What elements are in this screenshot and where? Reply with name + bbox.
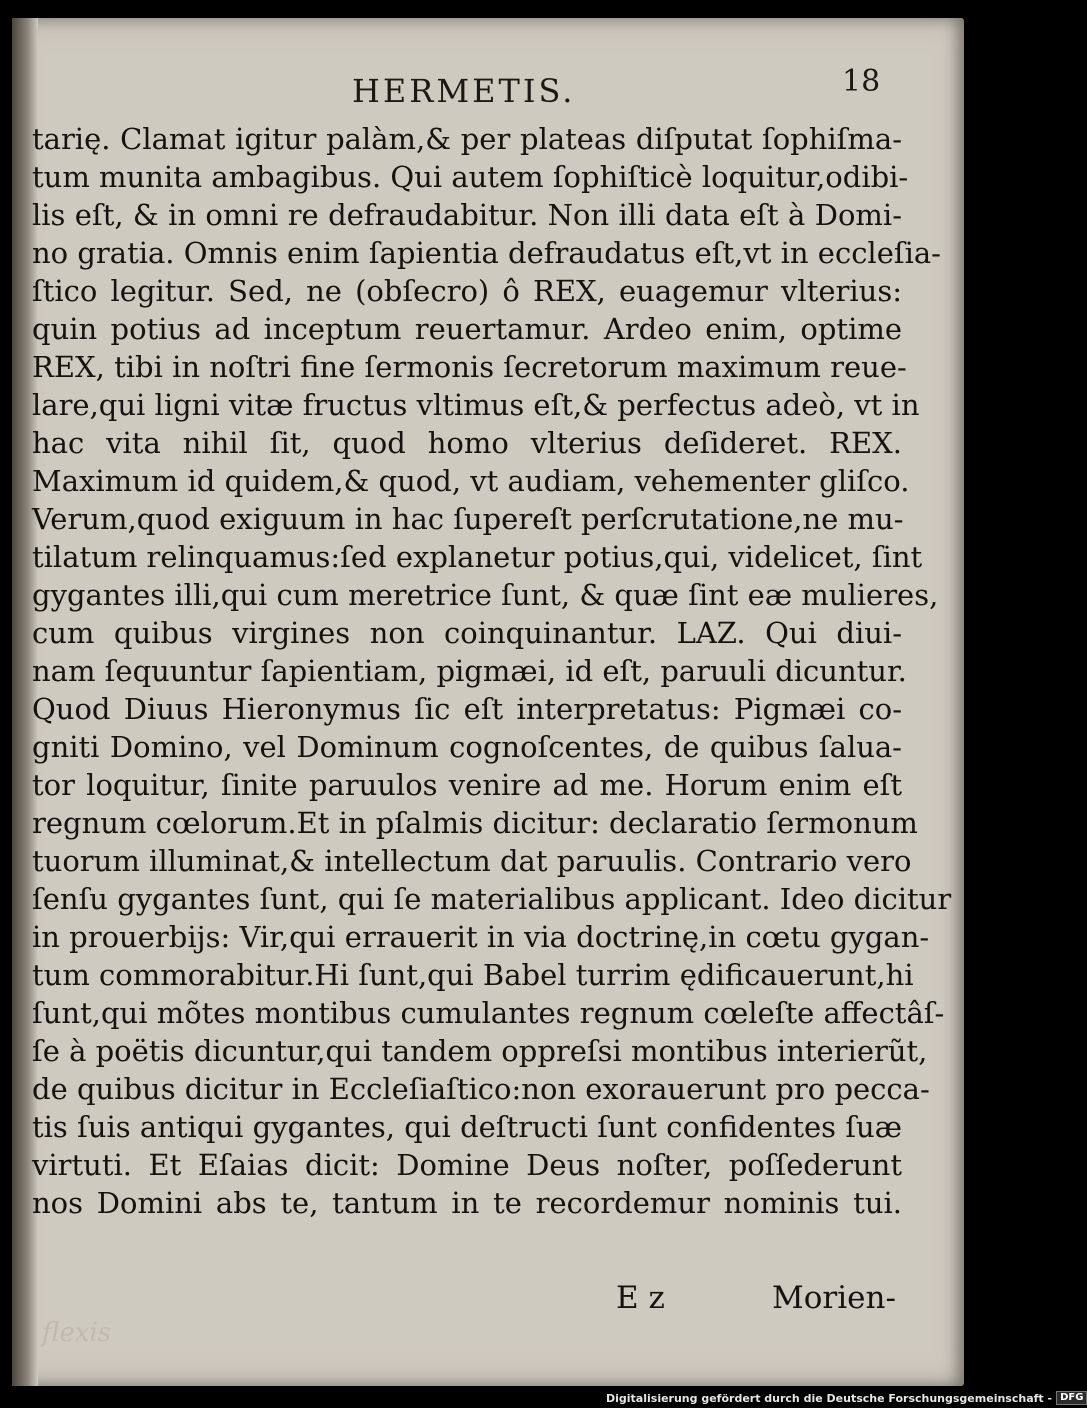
text-line: gygantes illi,qui cum meretrice ſunt, & quæ ſint eæ mulieres, [32,578,939,612]
text-line: in prouerbijs: Vir,qui errauerit in via doctrinę,in cœtu gygan- [32,920,930,954]
text-line: lis eſt, & in omni re defraudabitur. Non illi data eſt à Domi- [32,198,902,232]
text-line: lare,qui ligni vitæ fructus vltimus eſt,& perfectus adeò, vt in [32,388,920,422]
text-line: virtuti. Et Eſaias dicit: Domine Deus noſter, poſſederunt [32,1148,902,1182]
text-line: tarię. Clamat igitur palàm,& per plateas diſputat ſophiſma- [32,122,902,156]
running-title: HERMETIS. [352,72,576,110]
text-line: REX, tibi in noſtri fine ſermonis ſecretorum maximum reue- [32,350,907,384]
text-line: ſenſu gygantes ſunt, qui ſe materialibus applicant. Ideo dicitur [32,882,952,916]
text-line: tum munita ambagibus. Qui autem ſophiſticè loquitur,odibi- [32,160,909,194]
catchword: Morien- [772,1280,896,1316]
credit-text: Digitalisierung gefördert durch die Deutsche Forschungsgemeinschaft - [606,1391,1053,1405]
text-line: nam ſequuntur ſapientiam, pigmæi, id eſt, paruuli dicuntur. [32,654,907,688]
text-line: Quod Diuus Hieronymus ſic eſt interpretatus: Pigmæi co- [32,692,902,726]
dfg-logo-icon: DFG [1056,1391,1087,1405]
text-line: Maximum id quidem,& quod, vt audiam, vehementer gliſco. [32,464,910,498]
text-line: tor loquitur, ſinite paruulos venire ad me. Horum enim eſt [32,768,902,802]
text-line: Verum,quod exiguum in hac ſupereſt perſcrutatione,ne mu- [32,502,904,536]
text-line: hac vita nihil ſit, quod homo vlterius deſideret. REX. [32,426,902,460]
text-line: no gratia. Omnis enim ſapientia defraudatus eſt,vt in eccleſia- [32,236,941,270]
text-line: tilatum relinquamus:ſed explanetur potius,qui, videlicet, ſint [32,540,923,574]
text-line: de quibus dicitur in Eccleſiaſtico:non exorauerunt pro pecca- [32,1072,930,1106]
page-footer [0,1272,1000,1322]
text-line: ſunt,qui mõtes montibus cumulantes regnum cœleſte affectâſ- [32,996,945,1030]
signature-mark: E z [616,1280,665,1316]
text-line: cum quibus virgines non coinquinantur. LAZ. Qui diui- [32,616,902,650]
page-number: 18 [842,64,881,99]
text-line: nos Domini abs te, tantum in te recordemur nominis tui. [32,1186,902,1220]
body-text [32,120,952,1222]
bleed-through-text: flexis [42,1318,112,1348]
text-line: tis ſuis antiqui gygantes, qui deſtructi ſunt confidentes ſuæ [32,1110,902,1144]
text-line: quin potius ad inceptum reuertamur. Ardeo enim, optime [32,312,902,346]
text-line: regnum cœlorum.Et in pſalmis dicitur: declaratio ſermonum [32,806,918,840]
page-header [0,64,1000,114]
digitization-credit [606,1390,1087,1406]
text-line: tuorum illuminat,& intellectum dat paruulis. Contrario vero [32,844,912,878]
text-line: ſtico legitur. Sed, ne (obſecro) ô REX, euagemur vlterius: [32,274,902,308]
text-line: ſe à poëtis dicuntur,qui tandem oppreſsi montibus interierũt, [32,1034,928,1068]
text-line: tum commorabitur.Hi ſunt,qui Babel turrim ędificauerunt,hi [32,958,914,992]
text-line: gniti Domino, vel Dominum cognoſcentes, de quibus ſalua- [32,730,902,764]
